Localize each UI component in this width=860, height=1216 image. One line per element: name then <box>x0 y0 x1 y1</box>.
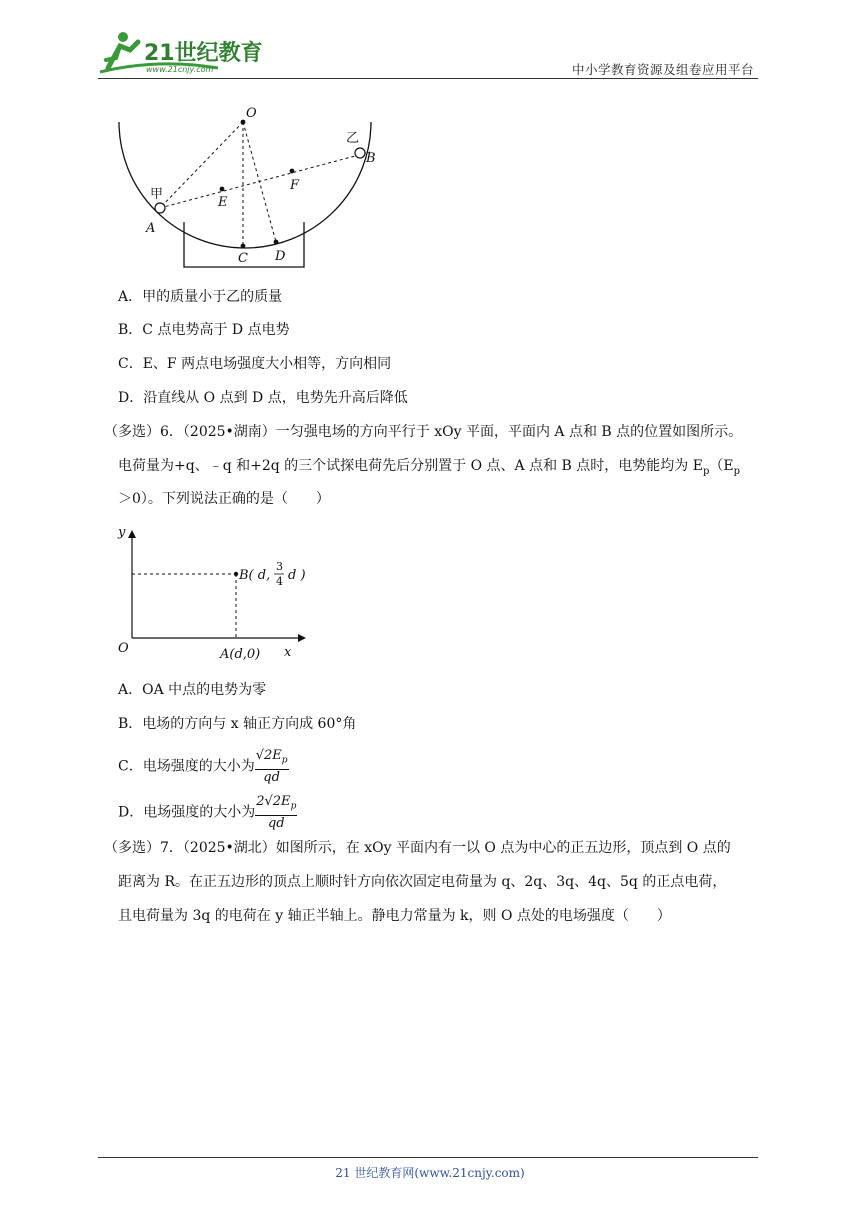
label-yi: 乙 <box>346 131 360 146</box>
platform-name: 中小学教育资源及组卷应用平台 <box>571 62 754 77</box>
q5-option-a: A．甲的质量小于乙的质量 <box>118 289 283 305</box>
logo-text: 21世纪教育 <box>144 41 263 66</box>
q6-option-a: A．OA 中点的电势为零 <box>118 682 267 698</box>
axis-y-label: y <box>118 525 126 540</box>
label-C: C <box>238 251 248 266</box>
point-b-den: 4 <box>276 575 283 588</box>
q5-option-c: C．E、F 两点电场强度大小相等，方向相同 <box>118 356 392 372</box>
label-jia: 甲 <box>150 187 164 202</box>
bowl-diagram <box>110 100 390 272</box>
logo-url: www.21cnjy.com <box>146 65 214 74</box>
footer-text: 21 世纪教育网(www.21cnjy.com) <box>335 1166 525 1180</box>
q6-option-b: B．电场的方向与 x 轴正方向成 60°角 <box>118 716 357 732</box>
q6-stem-line1: （多选）6．（2025•湖南）一匀强电场的方向平行于 xOy 平面，平面内 A 点和 B 点的位置如图所示。 <box>104 424 743 440</box>
label-O: O <box>246 106 257 121</box>
label-F: F <box>290 178 300 193</box>
option-d-fraction: $\frac{2√2E_p}{qd}$ <box>256 794 297 831</box>
origin-label: O <box>118 641 129 656</box>
q6-stem-line2: 电荷量为+q、﹣q 和+2q 的三个试探电荷先后分别置于 O 点、A 点和 B 点时，电势能均为 $E_p(E_p$ <box>118 458 740 477</box>
logo-icon <box>98 28 268 78</box>
option-c-fraction: $\frac{√2E_p}{qd}$ <box>255 748 288 785</box>
point-b-label: B( d, <box>239 568 271 583</box>
point-b-tail: d ) <box>288 568 306 583</box>
q6-option-d: D．电场强度的大小为 $\frac{2√2E_p}{qd}$ <box>118 794 297 831</box>
q7-stem-line3: 且电荷量为 3q 的电荷在 y 轴正半轴上。静电力常量为 k，则 O 点处的电场强度（ ） <box>118 908 671 924</box>
q5-option-d: D．沿直线从 O 点到 D 点，电势先升高后降低 <box>118 390 408 406</box>
point-a-label: A(d,0) <box>220 647 261 662</box>
label-B: B <box>366 151 376 166</box>
q7-stem-line2: 距离为 R。在正五边形的顶点上顺时针方向依次固定电荷量为 q、2q、3q、4q、5q 的正点电荷， <box>118 874 727 890</box>
q6-option-c: C．电场强度的大小为 $\frac{√2E_p}{qd}$ <box>118 748 288 785</box>
axis-x-label: x <box>284 645 292 660</box>
q7-stem-line1: （多选）7．（2025•湖北）如图所示，在 xOy 平面内有一以 O 点为中心的正五边形，顶点到 O 点的 <box>104 840 731 856</box>
footer-divider <box>98 1157 758 1158</box>
page-header <box>98 28 758 80</box>
q6-stem-line3: ＞0）。下列说法正确的是（ ） <box>118 491 330 507</box>
point-b-num: 3 <box>276 560 283 573</box>
q5-option-b: B．C 点电势高于 D 点电势 <box>118 322 290 338</box>
label-E: E <box>218 195 228 210</box>
label-A: A <box>146 221 156 236</box>
header-divider <box>98 78 758 79</box>
label-D: D <box>275 249 286 264</box>
coordinate-diagram <box>112 520 312 662</box>
